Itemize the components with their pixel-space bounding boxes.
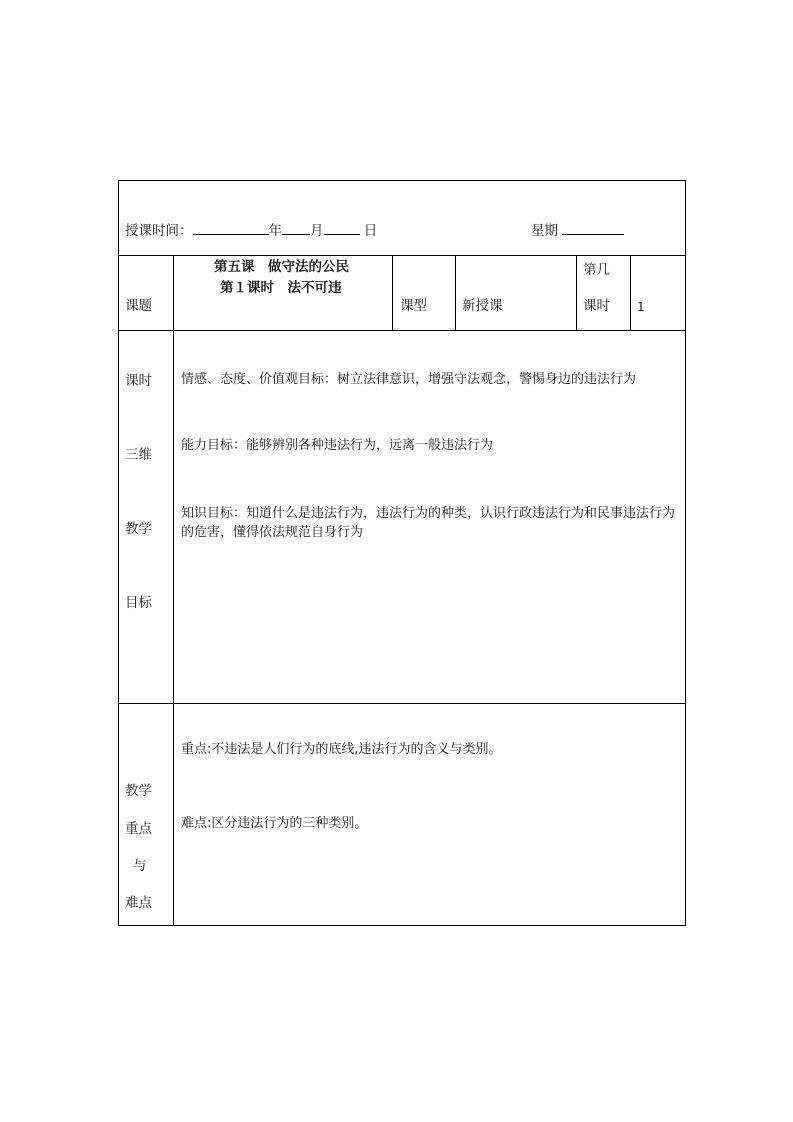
emotion-objective: 情感、态度、价值观目标：树立法律意识，增强守法观念，警惕身边的违法行为 [181,372,637,387]
difficult-point: 难点:区分违法行为的三种类别。 [181,816,368,831]
row-divider-objectives [118,703,686,704]
period-title: 第１课时 法不可违 [220,280,342,296]
weekday-blank [562,222,624,235]
objectives-side-label-4: 目标 [125,595,152,611]
row-divider-title [118,330,686,331]
keypoints-side-label-4: 难点 [125,895,152,911]
column-divider-type [392,255,393,330]
objectives-side-label-3: 教学 [125,521,152,537]
year-label: 年 [268,223,282,239]
weekday-label: 星期 [531,223,558,239]
column-divider-nth-value [630,255,631,330]
nth-label-line1: 第几 [583,262,610,278]
knowledge-objective: 知识目标：知道什么是违法行为，违法行为的种类，认识行政违法行为和民事违法行为的危害，懂得依法规范自身行为 [181,506,676,540]
topic-label: 课题 [125,298,152,314]
month-blank [282,222,310,235]
lesson-title: 第五课 做守法的公民 [214,259,349,275]
key-point: 重点:不违法是人们行为的底线,违法行为的含义与类别。 [181,742,502,757]
objectives-side-label-1: 课时 [125,373,152,389]
row-divider-header [118,255,686,256]
column-divider-nth [576,255,577,330]
keypoints-side-label-3: 与 [133,858,147,874]
objectives-side-label-2: 三维 [125,447,152,463]
year-blank [193,222,269,235]
teaching-time-line [125,222,377,239]
column-divider-type-value [455,255,456,330]
day-label: 日 [363,223,378,239]
keypoints-side-label-1: 教学 [125,783,152,799]
type-value: 新授课 [462,298,503,314]
nth-value: 1 [637,300,645,314]
month-label: 月 [310,223,324,239]
keypoints-side-label-2: 重点 [125,821,152,837]
lesson-plan-table [118,180,686,926]
day-blank [324,222,360,235]
teaching-time-label: 授课时间： [125,223,193,239]
column-divider-left [173,255,174,926]
ability-objective: 能力目标：能够辨别各种违法行为，远离一般违法行为 [181,438,494,453]
weekday-line [531,222,624,239]
nth-label-line2: 课时 [583,298,610,314]
type-label: 课型 [400,298,427,314]
